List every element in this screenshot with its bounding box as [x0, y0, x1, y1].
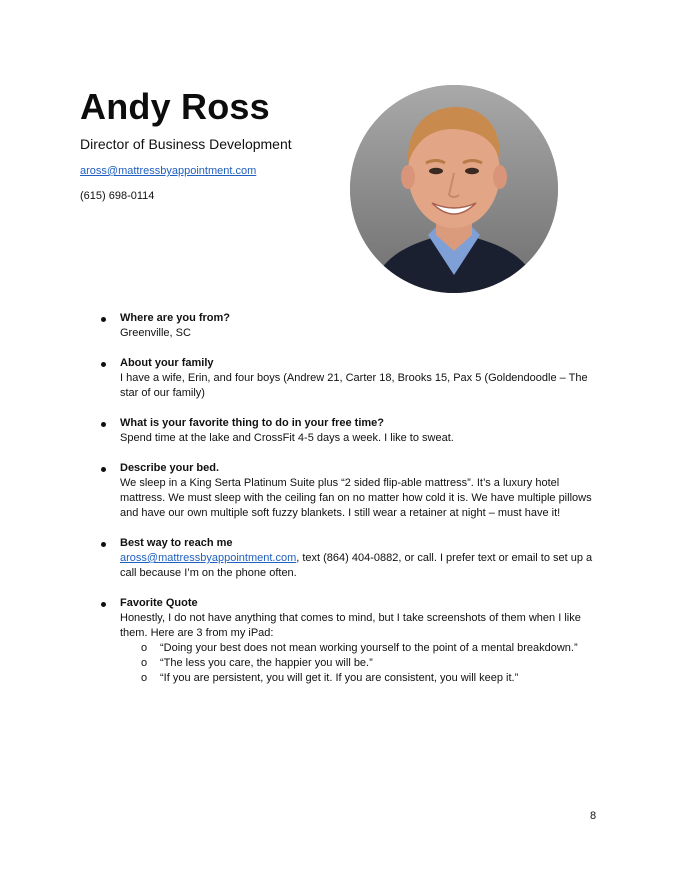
- answer-reach: [120, 551, 601, 581]
- bullet-icon: [101, 422, 106, 427]
- profile-name: Andy Ross: [80, 86, 270, 127]
- qa-item-free-time: [101, 416, 601, 446]
- answer-family: I have a wife, Erin, and four boys (Andrew 21, Carter 18, Brooks 15, Pax 5 (Goldendoodle – The star of our family): [120, 372, 588, 399]
- quote-sublist: [120, 641, 601, 686]
- page-number: 8: [590, 810, 597, 822]
- quote-item: [120, 641, 601, 656]
- quote-text: “If you are persistent, you will get it. If you are consistent, you will keep it.”: [160, 672, 519, 684]
- quote-text: “The less you care, the happier you will be.”: [160, 657, 373, 669]
- qa-list: [101, 311, 601, 701]
- question-reach: Best way to reach me: [120, 537, 233, 549]
- circle-bullet-icon: o: [141, 642, 148, 654]
- circle-bullet-icon: o: [141, 657, 148, 669]
- bullet-icon: [101, 542, 106, 547]
- question-free-time: What is your favorite thing to do in your free time?: [120, 417, 385, 429]
- bullet-icon: [101, 317, 106, 322]
- qa-item-bed: [101, 461, 601, 521]
- question-bed: Describe your bed.: [120, 462, 220, 474]
- reach-answer-text: , text (864) 404-0882, or call. I prefer text or email to set up a call because I’m on the phone often.: [120, 552, 593, 579]
- answer-quote: Honestly, I do not have anything that comes to mind, but I take screenshots of them when I like them. Here are 3 from my iPad:: [120, 612, 581, 639]
- answer-from: Greenville, SC: [120, 327, 191, 339]
- qa-item-quote: [101, 596, 601, 686]
- qa-item-family: [101, 356, 601, 401]
- profile-photo: [350, 85, 558, 293]
- qa-item-reach: [101, 536, 601, 581]
- question-from: Where are you from?: [120, 312, 231, 324]
- bullet-icon: [101, 467, 106, 472]
- quote-item: [120, 656, 601, 671]
- answer-bed: We sleep in a King Serta Platinum Suite plus “2 sided flip-able mattress”. It’s a luxury hotel mattress. We must sleep with the ceiling fan on no matter how cold it is. We have multiple pillows and have our own multiple soft fuzzy blankets. I still wear a retainer at night – must have it!: [120, 477, 592, 519]
- quote-text: “Doing your best does not mean working yourself to the point of a mental breakdown.”: [160, 642, 578, 654]
- profile-email-link[interactable]: aross@mattressbyappointment.com: [80, 165, 257, 177]
- profile-phone: (615) 698-0114: [80, 190, 155, 202]
- bullet-icon: [101, 362, 106, 367]
- quote-item: [120, 671, 601, 686]
- question-quote: Favorite Quote: [120, 597, 198, 609]
- answer-free-time: Spend time at the lake and CrossFit 4-5 days a week. I like to sweat.: [120, 432, 454, 444]
- reach-email-link[interactable]: aross@mattressbyappointment.com: [120, 552, 297, 564]
- profile-title: Director of Business Development: [80, 136, 292, 152]
- bullet-icon: [101, 602, 106, 607]
- circle-bullet-icon: o: [141, 672, 148, 684]
- qa-item-from: [101, 311, 601, 341]
- person-portrait-icon: [350, 85, 558, 293]
- question-family: About your family: [120, 357, 214, 369]
